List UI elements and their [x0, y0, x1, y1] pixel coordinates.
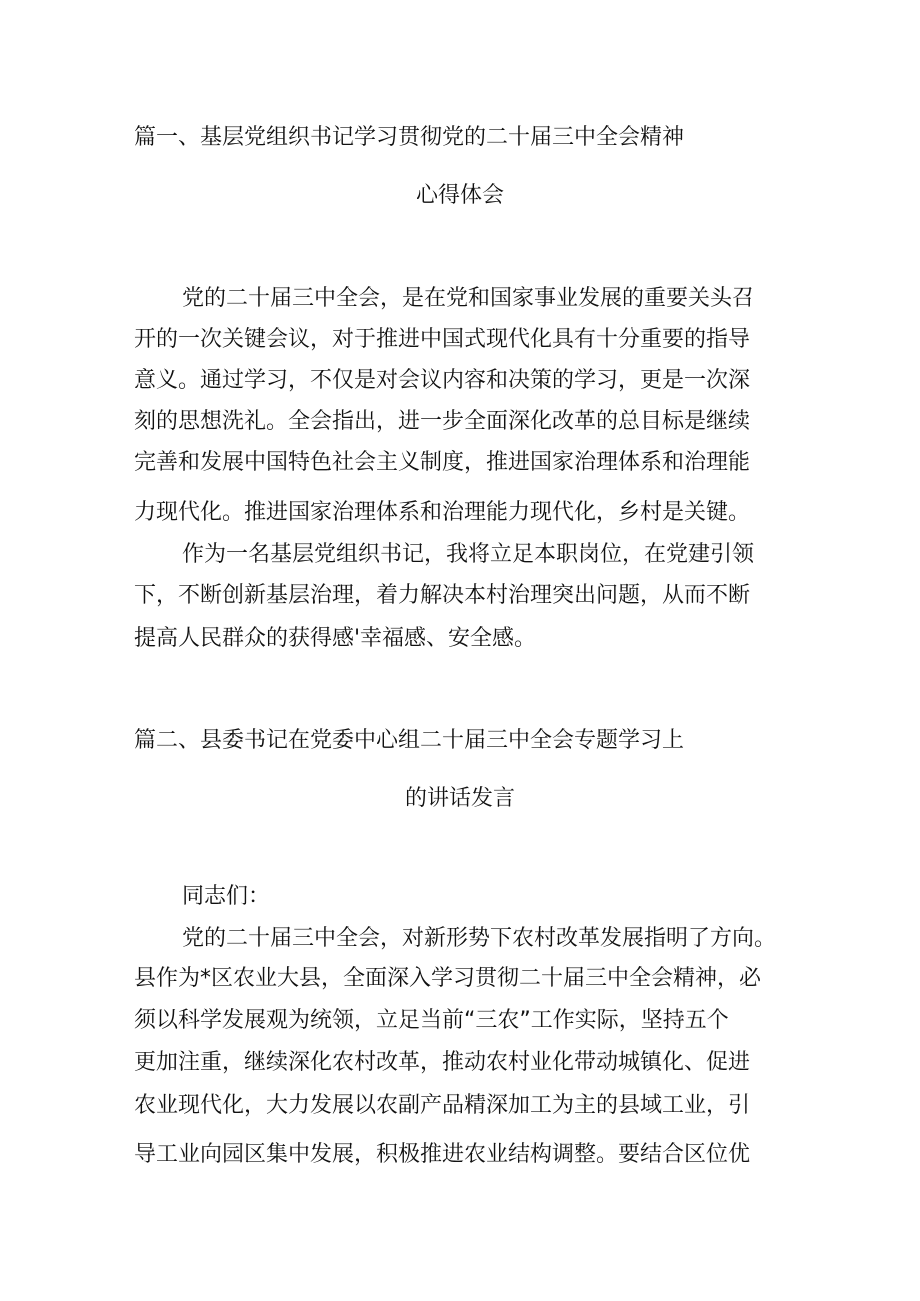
section2-line-4: 更加注重，继续深化农村改革，推动农村业化带动城镇化、促进: [134, 1050, 751, 1075]
section2-line-1: 党的二十届三中全会，对新形势下农村改革发展指明了方向。: [182, 926, 777, 951]
section2-title: 篇二、县委书记在党委中心组二十届三中全会专题学习上: [134, 728, 685, 753]
section2-salutation: 同志们：: [182, 884, 271, 909]
section1-line-3: 意义。通过学习，不仅是对会议内容和决策的学习，更是一次深: [134, 368, 751, 393]
section2-line-3: 须以科学发展观为统领，立足当前“三农”工作实际，坚持五个: [134, 1008, 729, 1033]
section1-line-9: 提高人民群众的获得感'幸福感、安全感。: [134, 626, 537, 651]
section1-line-7: 作为一名基层党组织书记，我将立足本职岗位，在党建引领: [182, 542, 755, 567]
section1-line-5: 完善和发展中国特色社会主义制度，推进国家治理体系和治理能: [134, 450, 751, 475]
section1-title: 篇一、基层党组织书记学习贯彻党的二十届三中全会精神: [134, 125, 685, 150]
section2-line-5: 农业现代化，大力发展以农副产品精深加工为主的县域工业，引: [134, 1093, 751, 1118]
section1-line-2: 开的一次关键会议，对于推进中国式现代化具有十分重要的指导: [134, 327, 751, 352]
section1-subtitle: 心得体会: [415, 183, 504, 208]
section1-line-6: 力现代化。推进国家治理体系和治理能力现代化，乡村是关键。: [134, 500, 751, 525]
section1-line-4: 刻的思想洗礼。全会指出，进一步全面深化改革的总目标是继续: [134, 409, 751, 434]
section1-line-8: 下，不断创新基层治理，着力解决本村治理突出问题，从而不断: [134, 583, 751, 608]
section1-line-1: 党的二十届三中全会，是在党和国家事业发展的重要关头召: [182, 286, 755, 311]
section2-line-6: 导工业向园区集中发展，积极推进农业结构调整。要结合区位优: [134, 1142, 751, 1167]
section2-subtitle: 的讲话发言: [404, 786, 515, 811]
section2-line-2: 县作为*区农业大县，全面深入学习贯彻二十届三中全会精神，必: [134, 966, 762, 991]
